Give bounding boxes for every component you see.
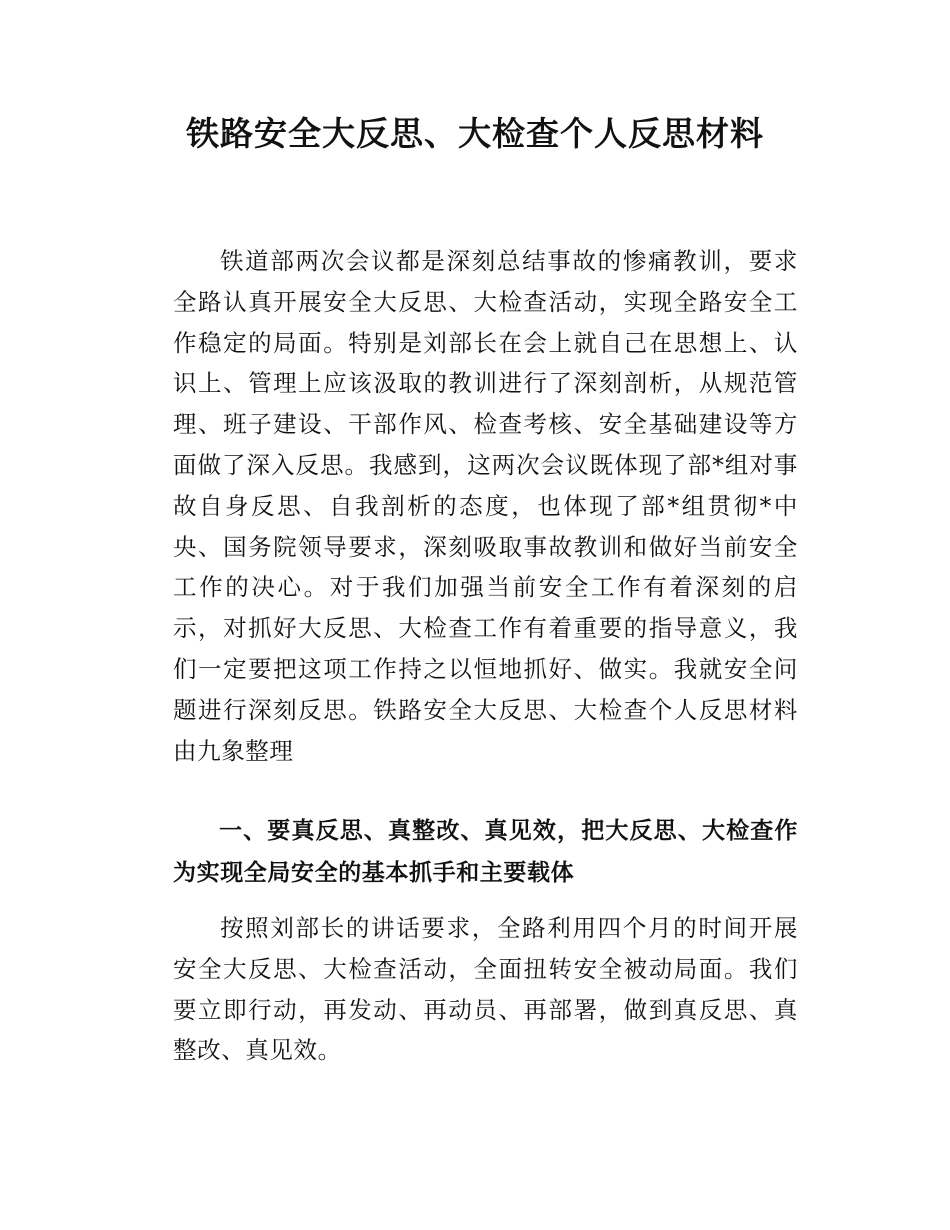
document-title: 铁路安全大反思、大检查个人反思材料 [186,114,764,153]
intro-paragraph: 铁道部两次会议都是深刻总结事故的惨痛教训，要求全路认真开展安全大反思、大检查活动，实现全路安全工作稳定的局面。特别是刘部长在会上就自己在思想上、认识上、管理上应该汲取的教训进行了深刻剖析，从规范管理、班子建设、干部作风、检查考核、安全基础建设等方面做了深入反思。我感到，这两次会议既体现了部*组对事故自身反思、自我剖析的态度，也体现了部*组贯彻*中央、国务院领导要求，深刻吸取事故教训和做好当前安全工作的决心。对于我们加强当前安全工作有着深刻的启示，对抓好大反思、大检查工作有着重要的指导意义，我们一定要把这项工作持之以恒地抓好、做实。我就安全问题进行深刻反思。铁路安全大反思、大检查个人反思材料由九象整理 [173,247,798,765]
section-heading: 一、要真反思、真整改、真见效，把大反思、大检查作为实现全局安全的基本抓手和主要载体 [173,818,798,886]
section-paragraph: 按照刘部长的讲话要求，全路利用四个月的时间开展安全大反思、大检查活动，全面扭转安全被动局面。我们要立即行动，再发动、再动员、再部署，做到真反思、真整改、真见效。 [173,914,798,1065]
